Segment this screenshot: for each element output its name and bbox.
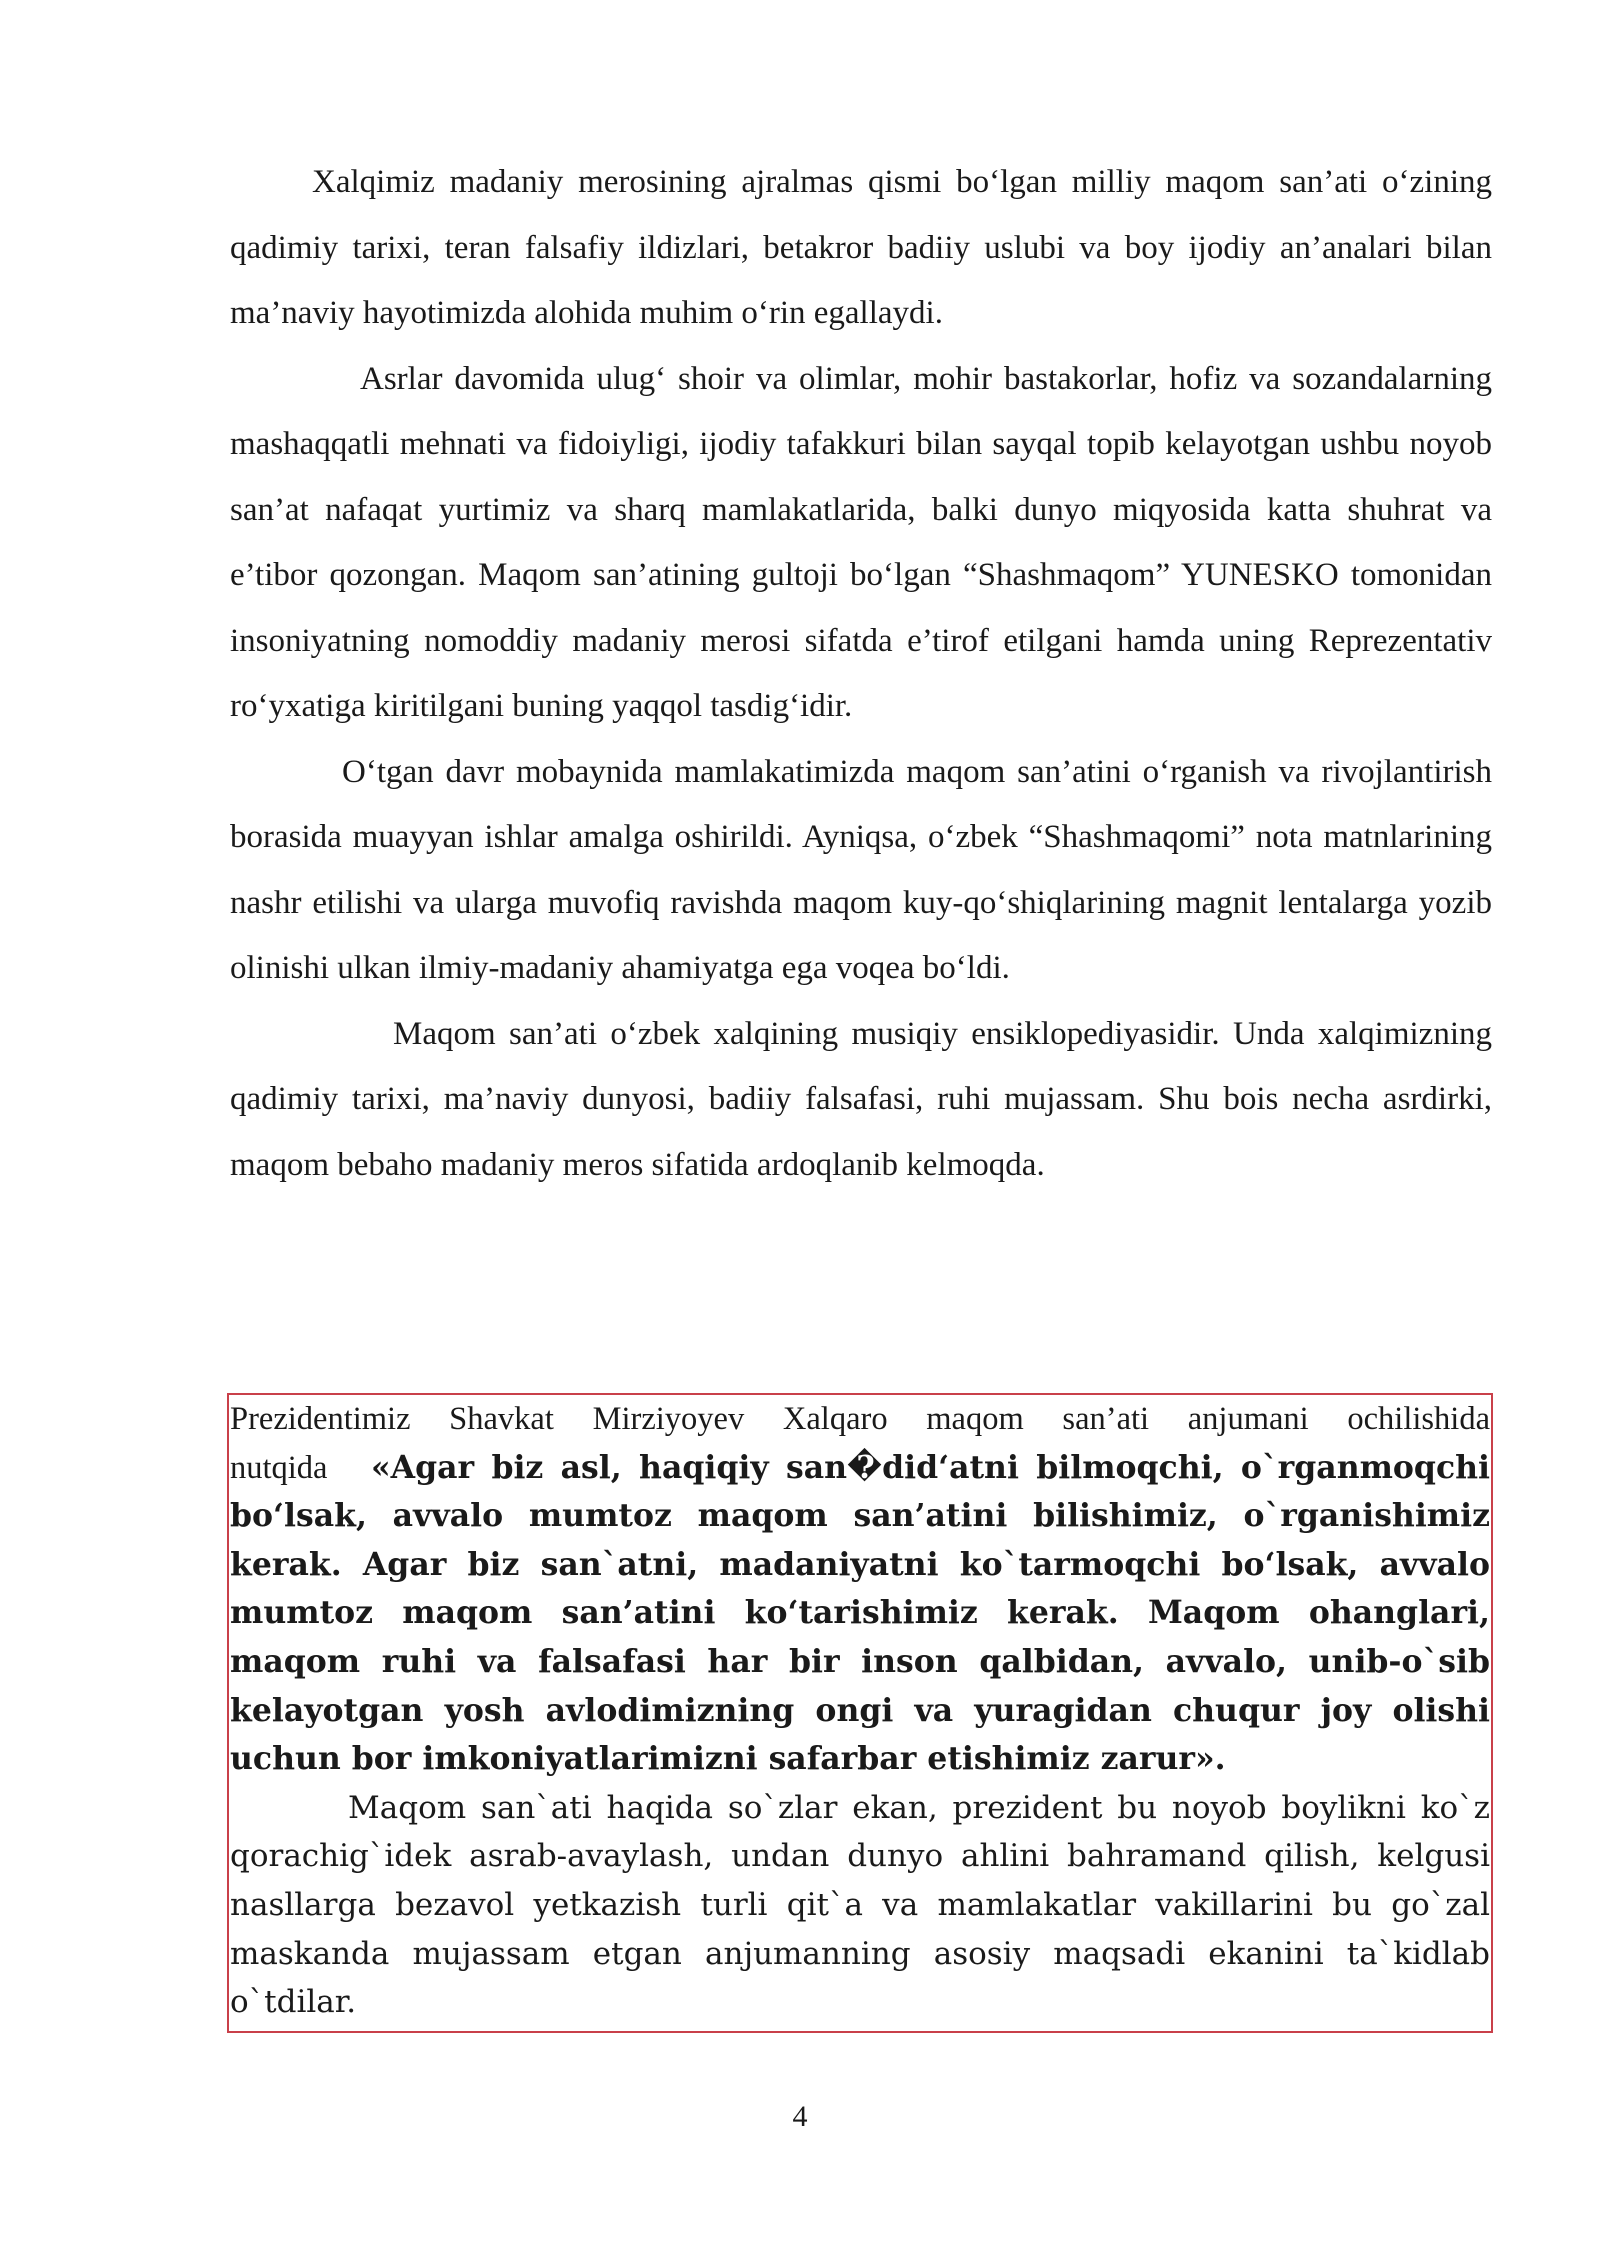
quote-paragraph <box>230 1395 1490 1784</box>
quote-box <box>227 1393 1493 2033</box>
quote-intro: Prezidentimiz Shavkat Mirziyoyev Xalqaro maqom san’ati anjumani ochilishida nutqida <box>230 1401 1490 1486</box>
paragraph-encyclopedia: Maqom san’ati o‘zbek xalqining musiqiy ensiklopediyasidir. Unda xalqimizning qadimiy tarixi, ma’naviy dunyosi, badiiy falsafasi, ruhi mujassam. Shu bois necha asrdirki, maqom bebaho madaniy meros sifatida ardoqlanib kelmoqda. <box>230 1015 1492 1183</box>
quote-summary: Maqom san`ati haqida so`zlar ekan, prezident bu noyob boylikni ko`z qorachig`idek asrab-avaylash, undan dunyo ahlini bahramand qilish, kelgusi nasllarga bezavol yetkazish turli qit`a va mamlakatlar vakillarini bu go`zal maskanda mujassam etgan anjumanning asosiy maqsadi ekanini ta`kidlab o`tdilar. <box>230 1789 1490 2021</box>
paragraph-research: O‘tgan davr mobaynida mamlakatimizda maqom san’atini o‘rganish va rivojlantirish borasida muayyan ishlar amalga oshirildi. Ayniqsa, o‘zbek “Shashmaqomi” nota matnlarining nashr etilishi va ularga muvofiq ravishda maqom kuy-qo‘shiqlarining magnit lentalarga yozib olinishi ulkan ilmiy-madaniy ahamiyatga ega voqea bo‘ldi. <box>230 753 1492 986</box>
president-quote: «Agar biz asl, haqiqiy san�did‘atni bilmoqchi, o`rganmoqchi bo‘lsak, avvalo mumtoz maqom san’atini bilishimiz, o`rganishimiz kerak. Agar biz san`atni, madaniyatni ko`tarmoqchi bo‘lsak, avvalo mumtoz maqom san’atini ko‘tarishimiz kerak. Maqom ohanglari, maqom ruhi va falsafasi har bir inson qalbidan, avvalo, unib-o`sib kelayotgan yosh avlodimizning ongi va yuragidan chuqur joy olishi uchun bor imkoniyatlarimizni safarbar etishimiz zarur». <box>230 1448 1491 1778</box>
paragraph-heritage: Xalqimiz madaniy merosining ajralmas qismi bo‘lgan milliy maqom san’ati o‘zining qadimiy tarixi, teran falsafiy ildizlari, betakror badiiy uslubi va boy ijodiy an’analari bilan ma’naviy hayotimizda alohida muhim o‘rin egallaydi. <box>230 164 1492 331</box>
page-number: 4 <box>792 2100 808 2133</box>
body-text <box>230 150 1492 1198</box>
paragraph-centuries: Asrlar davomida ulug‘ shoir va olimlar, mohir bastakorlar, hofiz va sozandalarning mashaqqatli mehnati va fidoiyligi, ijodiy tafakkuri bilan sayqal topib kelayotgan ushbu noyob san’at nafaqat yurtimiz va sharq mamlakatlarida, balki dunyo miqyosida katta shuhrat va e’tibor qozongan. Maqom san’atining gultoji bo‘lgan “Shashmaqom” YUNESKO tomonidan insoniyatning nomoddiy madaniy merosi sifatda e’tirof etilgani hamda uning Reprezentativ ro‘yxatiga kiritilgani buning yaqqol tasdig‘idir. <box>230 360 1492 724</box>
